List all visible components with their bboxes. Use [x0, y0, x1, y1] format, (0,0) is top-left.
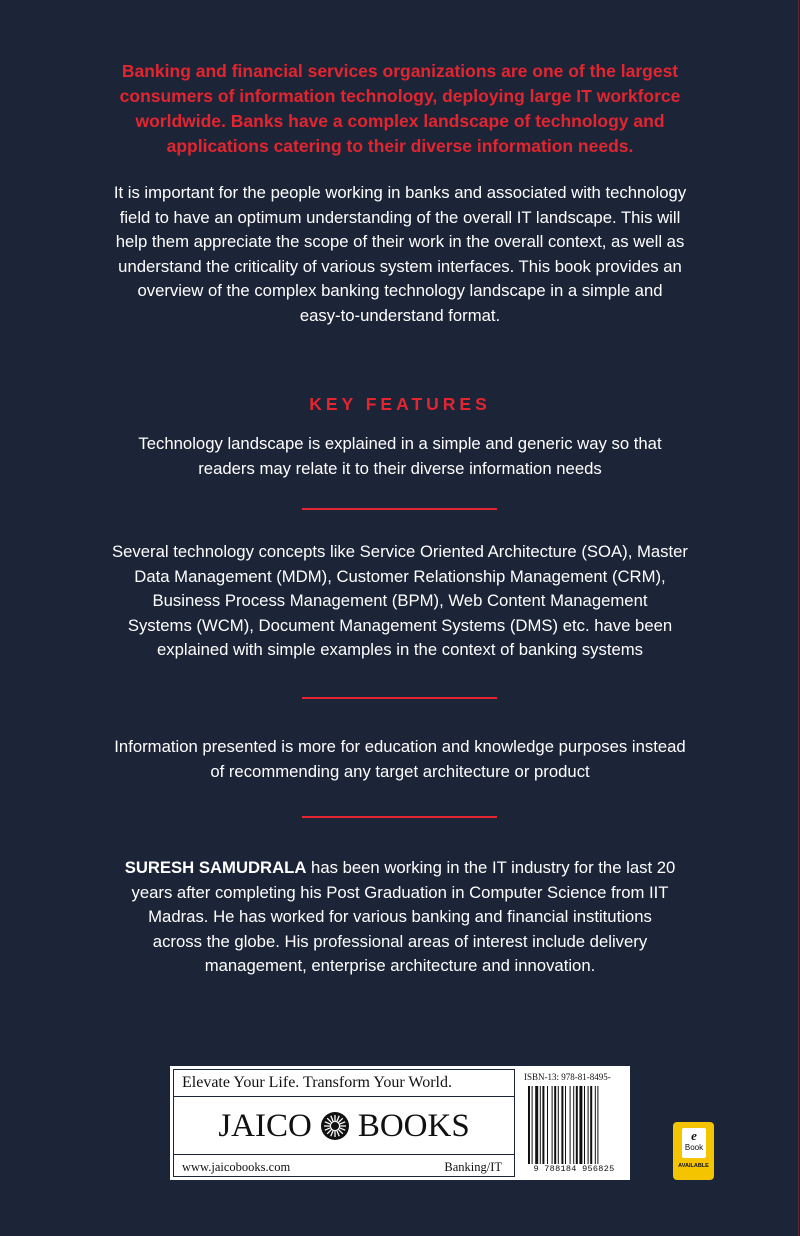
body-line: easy-to-understand format. — [299, 305, 501, 325]
author-bio — [80, 856, 720, 979]
key-features-heading: KEY FEATURES — [309, 394, 491, 414]
ebook-letter: e — [691, 1128, 697, 1143]
barcode-bar — [579, 1086, 582, 1164]
feature-line: Several technology concepts like Service Oriented Architecture (SOA), Master — [112, 542, 688, 561]
publisher-frame — [173, 1069, 515, 1177]
feature-item-1 — [60, 432, 740, 481]
barcode-bar — [597, 1086, 598, 1164]
body-line: understand the criticality of various system interfaces. This book provides an — [118, 256, 682, 276]
isbn-digits: 9 788184 956825 — [533, 1164, 615, 1174]
barcode-bar — [590, 1086, 592, 1164]
feature-separator — [302, 816, 497, 818]
barcode-bar — [558, 1086, 559, 1164]
feature-line: explained with simple examples in the context of banking systems — [156, 640, 644, 660]
feature-line: of recommending any target architecture or product — [210, 761, 590, 781]
feature-item-3 — [60, 735, 740, 784]
ebook-word: Book — [684, 1143, 704, 1152]
intro-line: Banking and financial services organizations are one of the largest — [121, 61, 679, 81]
barcode-bar — [540, 1086, 541, 1164]
body-line: help them appreciate the scope of their work in the overall context, as well as — [115, 232, 685, 252]
feature-line: Technology landscape is explained in a simple and generic way so that — [138, 434, 662, 453]
author-bio-line: across the globe. His professional areas of interest include delivery — [152, 931, 648, 951]
barcode-bar — [542, 1086, 544, 1164]
ebook-available-label: AVAILABLE — [678, 1163, 709, 1169]
barcode-bar — [570, 1086, 571, 1164]
book-category: Banking/IT — [444, 1160, 502, 1174]
barcode-bar — [552, 1086, 553, 1164]
publisher-rule — [174, 1096, 514, 1097]
barcode-bar — [576, 1086, 578, 1164]
feature-line: Data Management (MDM), Customer Relationship Management (CRM), — [134, 566, 666, 586]
feature-line: Business Process Management (BPM), Web Content Management — [152, 591, 648, 611]
cover-edge-line — [798, 0, 799, 1236]
feature-separator — [302, 508, 497, 510]
ebook-available-badge — [673, 1122, 714, 1180]
isbn-label: ISBN-13: 978-81-8495- — [524, 1072, 611, 1082]
barcode-bar — [588, 1086, 589, 1164]
barcode-bar — [547, 1086, 548, 1164]
author-bio-line: Madras. He has worked for various banking and financial institutions — [148, 907, 652, 927]
publisher-box — [170, 1066, 518, 1180]
author-name: SURESH SAMUDRALA — [124, 858, 307, 877]
barcode-bar — [532, 1086, 533, 1164]
intro-line: consumers of information technology, deploying large IT workforce — [119, 86, 681, 106]
publisher-name-left: JAICO — [218, 1107, 312, 1144]
feature-line: readers may relate it to their diverse information needs — [198, 458, 602, 478]
feature-item-2 — [60, 540, 740, 663]
barcode-bar — [535, 1086, 538, 1164]
author-bio-line: years after completing his Post Graduation in Computer Science from IIT — [131, 882, 669, 902]
barcode-bar — [584, 1086, 585, 1164]
intro-line: worldwide. Banks have a complex landscape of technology and — [135, 111, 665, 131]
barcode-bar — [573, 1086, 574, 1164]
intro-line: applications catering to their diverse information needs. — [166, 136, 634, 156]
ebook-icon — [682, 1128, 706, 1158]
author-bio-line — [80, 856, 720, 881]
author-bio-line: management, enterprise architecture and innovation. — [204, 956, 596, 976]
publisher-website: www.jaicobooks.com — [182, 1160, 291, 1174]
feature-separator — [302, 697, 497, 699]
feature-line: Information presented is more for education and knowledge purposes instead — [114, 737, 686, 756]
sunburst-logo-icon — [320, 1111, 350, 1141]
body-line: field to have an optimum understanding of the overall IT landscape. This will — [119, 207, 681, 227]
intro-paragraph — [96, 59, 704, 159]
body-paragraph — [80, 181, 720, 329]
author-bio-text: has been working in the IT industry for the last 20 — [306, 858, 676, 877]
barcode-box — [518, 1066, 630, 1180]
barcode-bar — [595, 1086, 596, 1164]
publisher-rule — [174, 1154, 514, 1155]
barcode-bar — [554, 1086, 556, 1164]
barcode-icon — [528, 1086, 620, 1164]
publisher-name-right: BOOKS — [357, 1107, 470, 1144]
publisher-logo — [174, 1104, 514, 1148]
barcode-bar — [528, 1086, 530, 1164]
body-line: It is important for the people working in banks and associated with technology — [113, 183, 687, 202]
body-line: overview of the complex banking technology landscape in a simple and — [137, 281, 663, 301]
barcode-bar — [565, 1086, 566, 1164]
barcode-bar — [561, 1086, 563, 1164]
publisher-tagline: Elevate Your Life. Transform Your World. — [182, 1074, 452, 1091]
feature-line: Systems (WCM), Document Management Systems (DMS) etc. have been — [127, 615, 673, 635]
